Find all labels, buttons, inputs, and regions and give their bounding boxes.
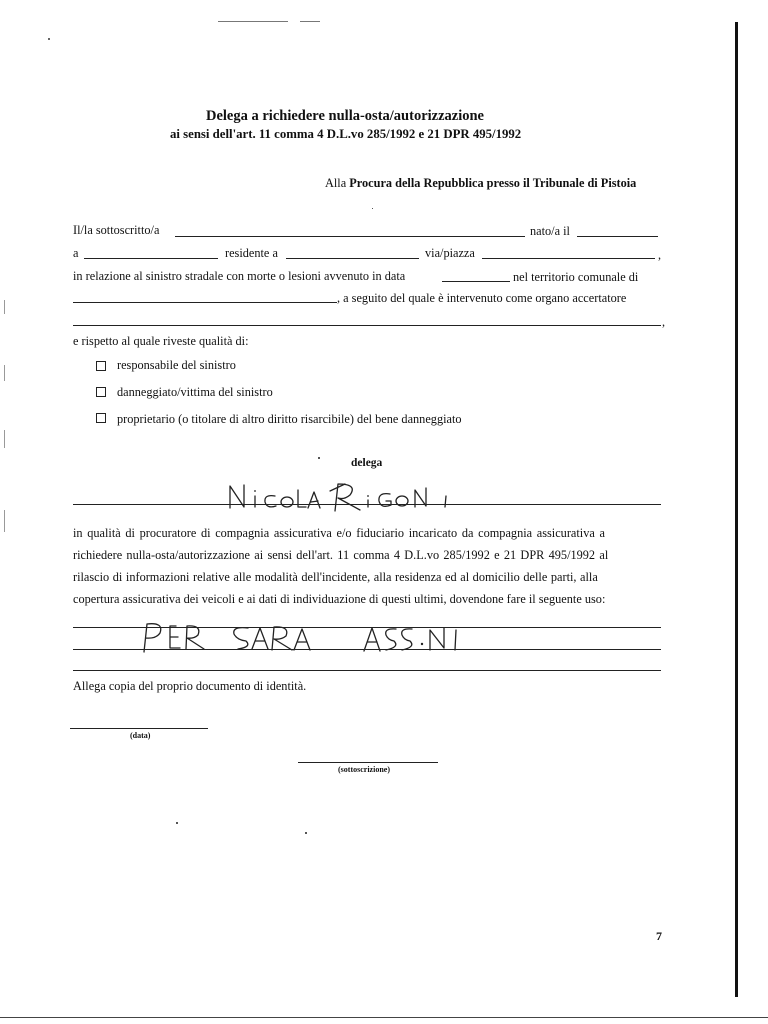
body-line-4: copertura assicurativa dei veicoli e ai dati di individuazione di questi ultimi, dovendone fare il seguente uso:	[73, 592, 606, 606]
scan-speck	[176, 822, 178, 824]
option-label-responsabile: responsabile del sinistro	[117, 358, 236, 372]
authority-field[interactable]	[73, 325, 661, 326]
scan-bottom-line	[0, 1017, 768, 1018]
sottoscritto-label: Il/la sottoscritto/a	[73, 223, 160, 237]
option-label-danneggiato: danneggiato/vittima del sinistro	[117, 385, 273, 399]
use-field-line-3[interactable]	[73, 670, 661, 671]
territorio-label: nel territorio comunale di	[513, 270, 639, 284]
page-number: 7	[656, 929, 662, 943]
scan-speck	[4, 510, 5, 532]
addressee-name: Procura della Repubblica presso il Tribunale di Pistoia	[349, 176, 637, 190]
document-subtitle: ai sensi dell'art. 11 comma 4 D.L.vo 285/1992 e 21 DPR 495/1992	[170, 127, 522, 141]
scan-speck	[48, 38, 50, 40]
rispetto-text: e rispetto al quale riveste qualità di:	[73, 334, 249, 348]
body-line-2: richiedere nulla-osta/autorizzazione ai sensi dell'art. 11 comma 4 D.L.vo 285/1992 e 21 DPR 495/1992 al	[73, 548, 609, 562]
scan-speck	[4, 365, 5, 381]
addressee-prefix: Alla	[325, 176, 350, 190]
option-checkbox-responsabile[interactable]	[96, 361, 106, 371]
birthplace-field[interactable]	[84, 258, 218, 259]
option-checkbox-proprietario[interactable]	[96, 413, 106, 423]
allega-text: Allega copia del proprio documento di identità.	[73, 679, 307, 693]
scan-speck	[305, 832, 307, 834]
option-label-proprietario: proprietario (o titolare di altro diritto risarcibile) del bene danneggiato	[117, 412, 462, 426]
relazione-text: in relazione al sinistro stradale con morte o lesioni avvenuto in data	[73, 269, 406, 283]
birth-date-field[interactable]	[577, 236, 658, 237]
body-line-1: in qualità di procuratore di compagnia assicurativa e/o fiduciario incaricato da compagnia assicurativa a	[73, 526, 605, 540]
comma-mark: ,	[658, 248, 662, 262]
street-field[interactable]	[482, 258, 655, 259]
date-signature-field[interactable]	[70, 728, 208, 729]
document-title: Delega a richiedere nulla-osta/autorizzazione	[206, 108, 484, 124]
residente-label: residente a	[225, 246, 278, 260]
municipality-field[interactable]	[73, 302, 337, 303]
delega-label: delega	[351, 457, 383, 469]
seguito-text: , a seguito del quale è intervenuto come organo accertatore	[337, 291, 627, 305]
scan-top-mark	[218, 21, 288, 22]
scan-top-mark	[300, 21, 320, 22]
sottoscrizione-label: (sottoscrizione)	[338, 765, 390, 774]
option-checkbox-danneggiato[interactable]	[96, 387, 106, 397]
body-line-3: rilascio di informazioni relative alle modalità dell'incidente, alla residenza ed al domicilio delle parti, alla	[73, 570, 598, 584]
comma-mark: ,	[662, 315, 666, 329]
signature-field[interactable]	[298, 762, 438, 763]
a-label: a	[73, 246, 79, 260]
scan-right-border	[735, 22, 738, 997]
nato-label: nato/a il	[530, 224, 570, 238]
scan-speck	[372, 208, 373, 209]
accident-date-field[interactable]	[442, 281, 510, 282]
scan-speck	[318, 457, 320, 459]
data-label: (data)	[130, 731, 151, 740]
via-label: via/piazza	[425, 246, 475, 260]
residence-field[interactable]	[286, 258, 419, 259]
delegate-name-handwriting	[220, 476, 500, 516]
scan-speck	[4, 430, 5, 448]
use-handwriting	[130, 614, 510, 658]
name-field[interactable]	[175, 236, 525, 237]
scan-speck	[4, 300, 5, 314]
addressee	[325, 176, 636, 191]
